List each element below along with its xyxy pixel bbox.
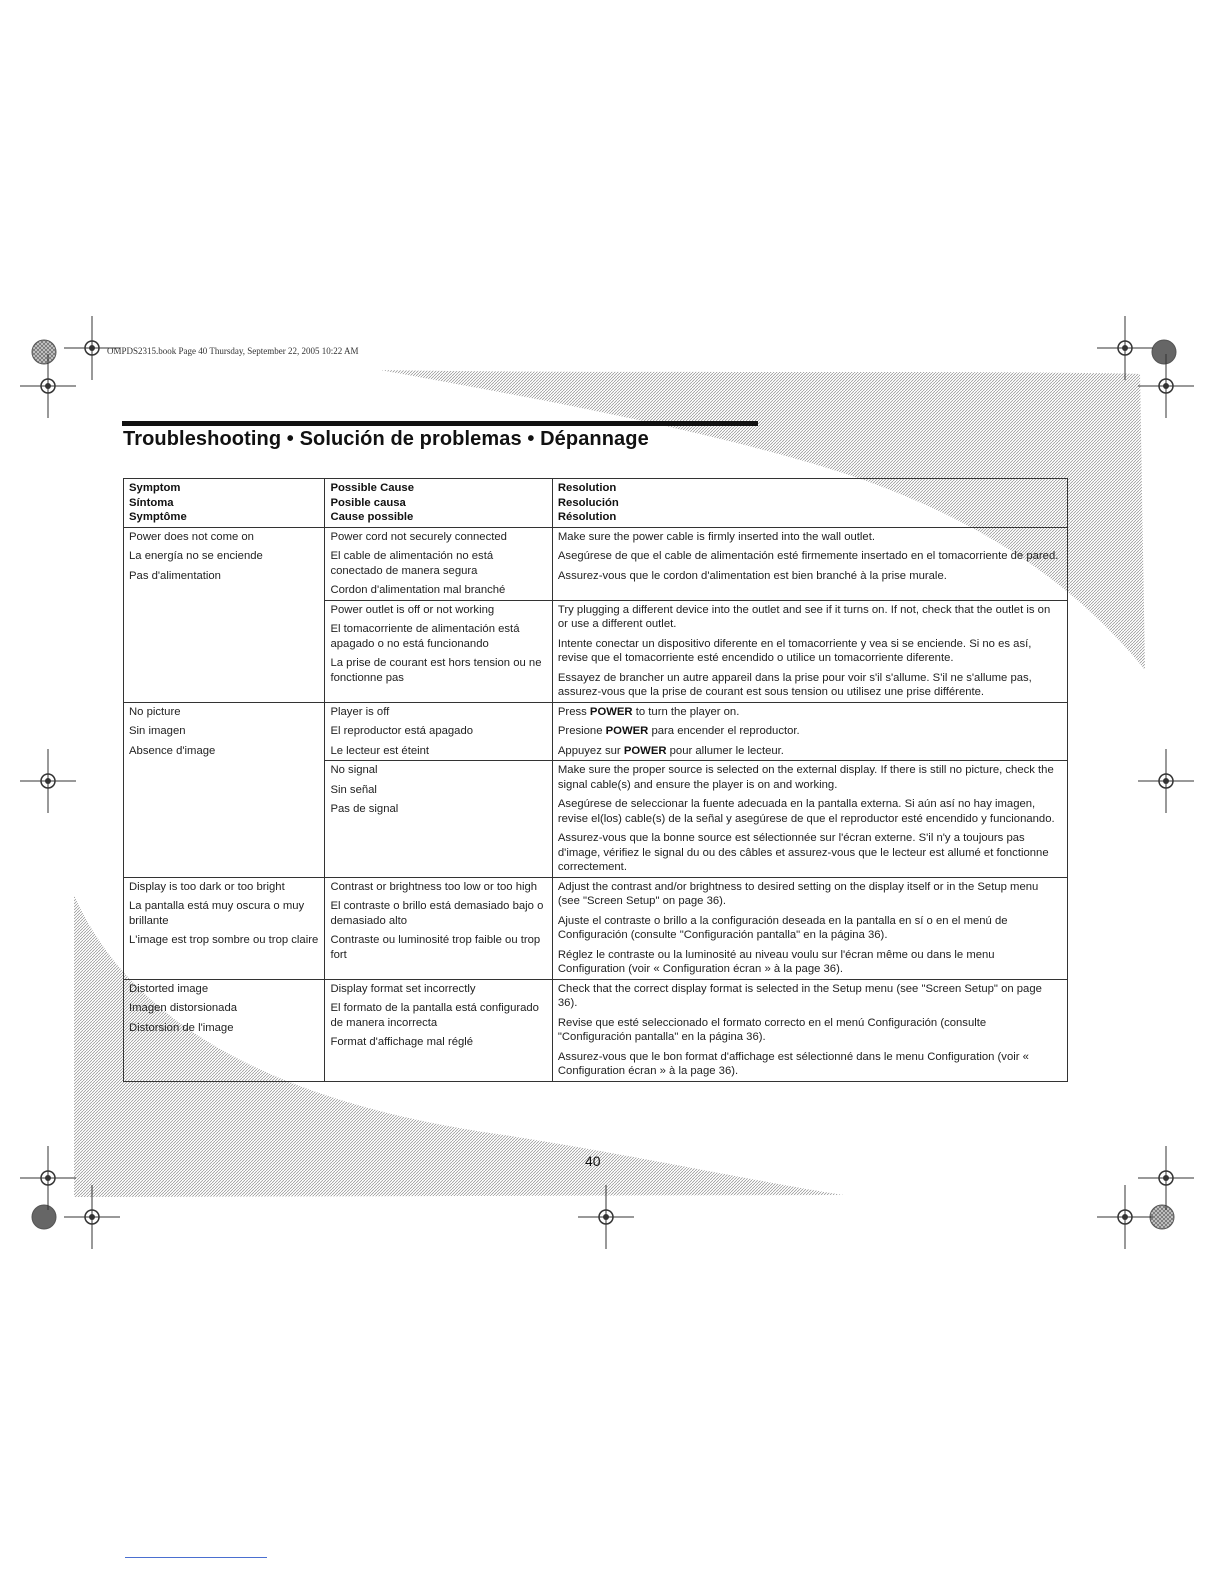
header-text: Resolución	[557, 496, 619, 509]
symptom-text: Sin imagen	[129, 725, 186, 737]
cause-cell	[325, 600, 552, 702]
symptom-cell	[124, 527, 325, 702]
cause-text: Player is off	[330, 705, 390, 718]
resolution-text-part: Press	[557, 705, 590, 718]
resolution-text-part: Appuyez sur	[557, 744, 624, 757]
resolution-text: Try plugging a different device into the outlet and see if it turns on. If not, check that the outlet is on or use a different outlet.	[557, 603, 1051, 630]
resolution-text: Revise que esté seleccionado el formato correcto en el menú Configuración (consulte "Configuración pantalla" en la página 36).	[557, 1016, 987, 1043]
cause-text: El tomacorriente de alimentación está apagado o no está funcionando	[330, 623, 520, 650]
crosshair-mark-icon	[64, 1185, 120, 1249]
resolution-text-part: para encender el reproductor.	[648, 725, 800, 737]
resolution-text-part: Presione	[557, 725, 606, 737]
symptom-text: La energía no se enciende	[129, 550, 263, 562]
power-key-label: POWER	[623, 744, 667, 757]
symptom-cell	[124, 877, 325, 979]
resolution-cell	[552, 600, 1067, 702]
crosshair-mark-icon	[1138, 749, 1194, 813]
resolution-text	[558, 744, 1062, 759]
resolution-text: Check that the correct display format is selected in the Setup menu (see "Screen Setup" on page 36).	[557, 982, 1042, 1009]
header-text: Possible Cause	[330, 482, 414, 494]
resolution-text-part: to turn the player on.	[632, 705, 740, 718]
symptom-text: L'image est trop sombre ou trop claire	[129, 934, 319, 946]
header-text: Symptôme	[129, 511, 187, 523]
table-row	[124, 527, 1068, 600]
cause-cell	[325, 877, 552, 979]
table-row	[124, 877, 1068, 979]
resolution-text: Asegúrese de seleccionar la fuente adecuada en la pantalla externa. Si aún así no hay imagen, revise el(los) cable(s) de la señal y asegúrese de que el reproductor esté encendido y funcionando.	[557, 798, 1055, 825]
crosshair-mark-icon	[20, 749, 76, 813]
resolution-text: Réglez le contraste ou la luminosité au niveau voulu sur l'écran même ou dans le menu Configuration (voir « Configuration écran » à la page 36).	[557, 948, 995, 975]
resolution-text: Ajuste el contraste o brillo a la configuración deseada en la pantalla en sí o en el menú de Configuración (consulte "Configuración pantalla" en la página 36).	[557, 914, 1008, 941]
cause-text: Display format set incorrectly	[330, 982, 476, 995]
resolution-cell	[552, 877, 1067, 979]
header-text: Posible causa	[330, 496, 406, 509]
cause-cell	[325, 527, 552, 600]
cause-text: La prise de courant est hors tension ou ne fonctionne pas	[330, 657, 542, 684]
cause-text: Power cord not securely connected	[330, 530, 507, 543]
symptom-text: Power does not come on	[129, 530, 254, 543]
footer-rule	[125, 1557, 267, 1558]
cause-text: Le lecteur est éteint	[330, 744, 430, 757]
symptom-text: Display is too dark or too bright	[129, 880, 285, 893]
cause-text: Power outlet is off or not working	[330, 603, 495, 616]
cause-text: Pas de signal	[330, 803, 399, 815]
header-possible-cause	[325, 479, 552, 528]
cause-text: El formato de la pantalla está configurado de manera incorrecta	[330, 1002, 539, 1029]
symptom-text: Distorted image	[129, 982, 209, 995]
resolution-cell	[552, 702, 1067, 761]
header-symptom	[124, 479, 325, 528]
cause-text: El reproductor está apagado	[330, 725, 474, 737]
resolution-cell	[552, 979, 1067, 1081]
resolution-cell	[552, 527, 1067, 600]
page-title: Troubleshooting • Solución de problemas • Dépannage	[123, 428, 649, 450]
cause-cell	[325, 761, 552, 878]
resolution-text: Assurez-vous que le bon format d'affichage est sélectionné dans le menu Configuration (voir « Configuration écran » à la page 36).	[557, 1050, 1029, 1077]
cause-text: Format d'affichage mal réglé	[330, 1036, 474, 1048]
table-row	[124, 702, 1068, 761]
table-row	[124, 979, 1068, 1081]
cause-text: El cable de alimentación no está conectado de manera segura	[330, 550, 494, 577]
power-key-label: POWER	[605, 725, 649, 737]
resolution-text	[558, 705, 1062, 720]
header-text: Síntoma	[129, 496, 174, 509]
crosshair-mark-icon	[578, 1185, 634, 1249]
crosshair-mark-icon	[1138, 354, 1194, 418]
cause-cell	[325, 702, 552, 761]
resolution-text: Make sure the proper source is selected on the external display. If there is still no picture, check the signal cable(s) and ensure the player is on and working.	[557, 764, 1054, 791]
symptom-text: Pas d'alimentation	[129, 569, 221, 582]
resolution-text: Adjust the contrast and/or brightness to desired setting on the display itself or in the Setup menu (see "Screen Setup" on page 36).	[557, 880, 1039, 907]
resolution-text: Make sure the power cable is firmly inserted into the wall outlet.	[557, 530, 875, 543]
cause-cell	[325, 979, 552, 1081]
symptom-text: Distorsion de l'image	[129, 1021, 234, 1034]
troubleshooting-table	[123, 478, 1068, 1082]
resolution-text: Asegúrese de que el cable de alimentación esté firmemente insertado en el tomacorriente de pared.	[557, 550, 1059, 562]
resolution-text	[558, 724, 1062, 739]
table-header-row	[124, 479, 1068, 528]
cause-text: No signal	[330, 764, 378, 776]
header-resolution	[552, 479, 1067, 528]
cause-text: Sin señal	[330, 783, 377, 796]
resolution-cell	[552, 761, 1067, 878]
header-text: Cause possible	[330, 511, 414, 523]
resolution-text: Essayez de brancher un autre appareil dans la prise pour voir s'il s'allume. S'il ne s'allume pas, assurez-vous que la prise de courant est sous tension ou utilisez une prise différente.	[557, 671, 1032, 698]
cause-text: Contraste ou luminosité trop faible ou trop fort	[330, 934, 541, 961]
resolution-text: Assurez-vous que la bonne source est sélectionnée sur l'écran externe. S'il n'y a toujours pas d'image, vérifiez le signal du ou des câbles et assurez-vous que le lecteur est allumé et fonctionne correctement.	[557, 832, 1049, 873]
page-number: 40	[585, 1153, 601, 1169]
symptom-text: Absence d'image	[129, 744, 216, 757]
symptom-text: No picture	[129, 705, 181, 718]
header-text: Résolution	[557, 511, 617, 523]
resolution-text: Assurez-vous que le cordon d'alimentation est bien branché à la prise murale.	[557, 569, 947, 582]
symptom-text: Imagen distorsionada	[129, 1002, 238, 1014]
title-rule	[122, 421, 758, 426]
crosshair-mark-icon	[1097, 1185, 1153, 1249]
header-text: Resolution	[557, 482, 617, 494]
crosshair-mark-icon	[20, 354, 76, 418]
cause-text: Contrast or brightness too low or too high	[330, 880, 538, 893]
power-key-label: POWER	[589, 705, 633, 718]
resolution-text: Intente conectar un dispositivo diferente en el tomacorriente y vea si se enciende. Si no es así, revise que el tomacorriente esté encendido o utilice un tomacorriente diferente.	[557, 637, 1032, 664]
symptom-cell	[124, 702, 325, 877]
symptom-text: La pantalla está muy oscura o muy brillante	[129, 900, 305, 927]
header-text: Symptom	[129, 482, 181, 494]
resolution-text-part: pour allumer le lecteur.	[666, 744, 784, 757]
cause-text: El contraste o brillo está demasiado bajo o demasiado alto	[330, 900, 544, 927]
cause-text: Cordon d'alimentation mal branché	[330, 584, 506, 596]
symptom-cell	[124, 979, 325, 1081]
file-header: OMPDS2315.book Page 40 Thursday, September 22, 2005 10:22 AM	[107, 346, 359, 356]
